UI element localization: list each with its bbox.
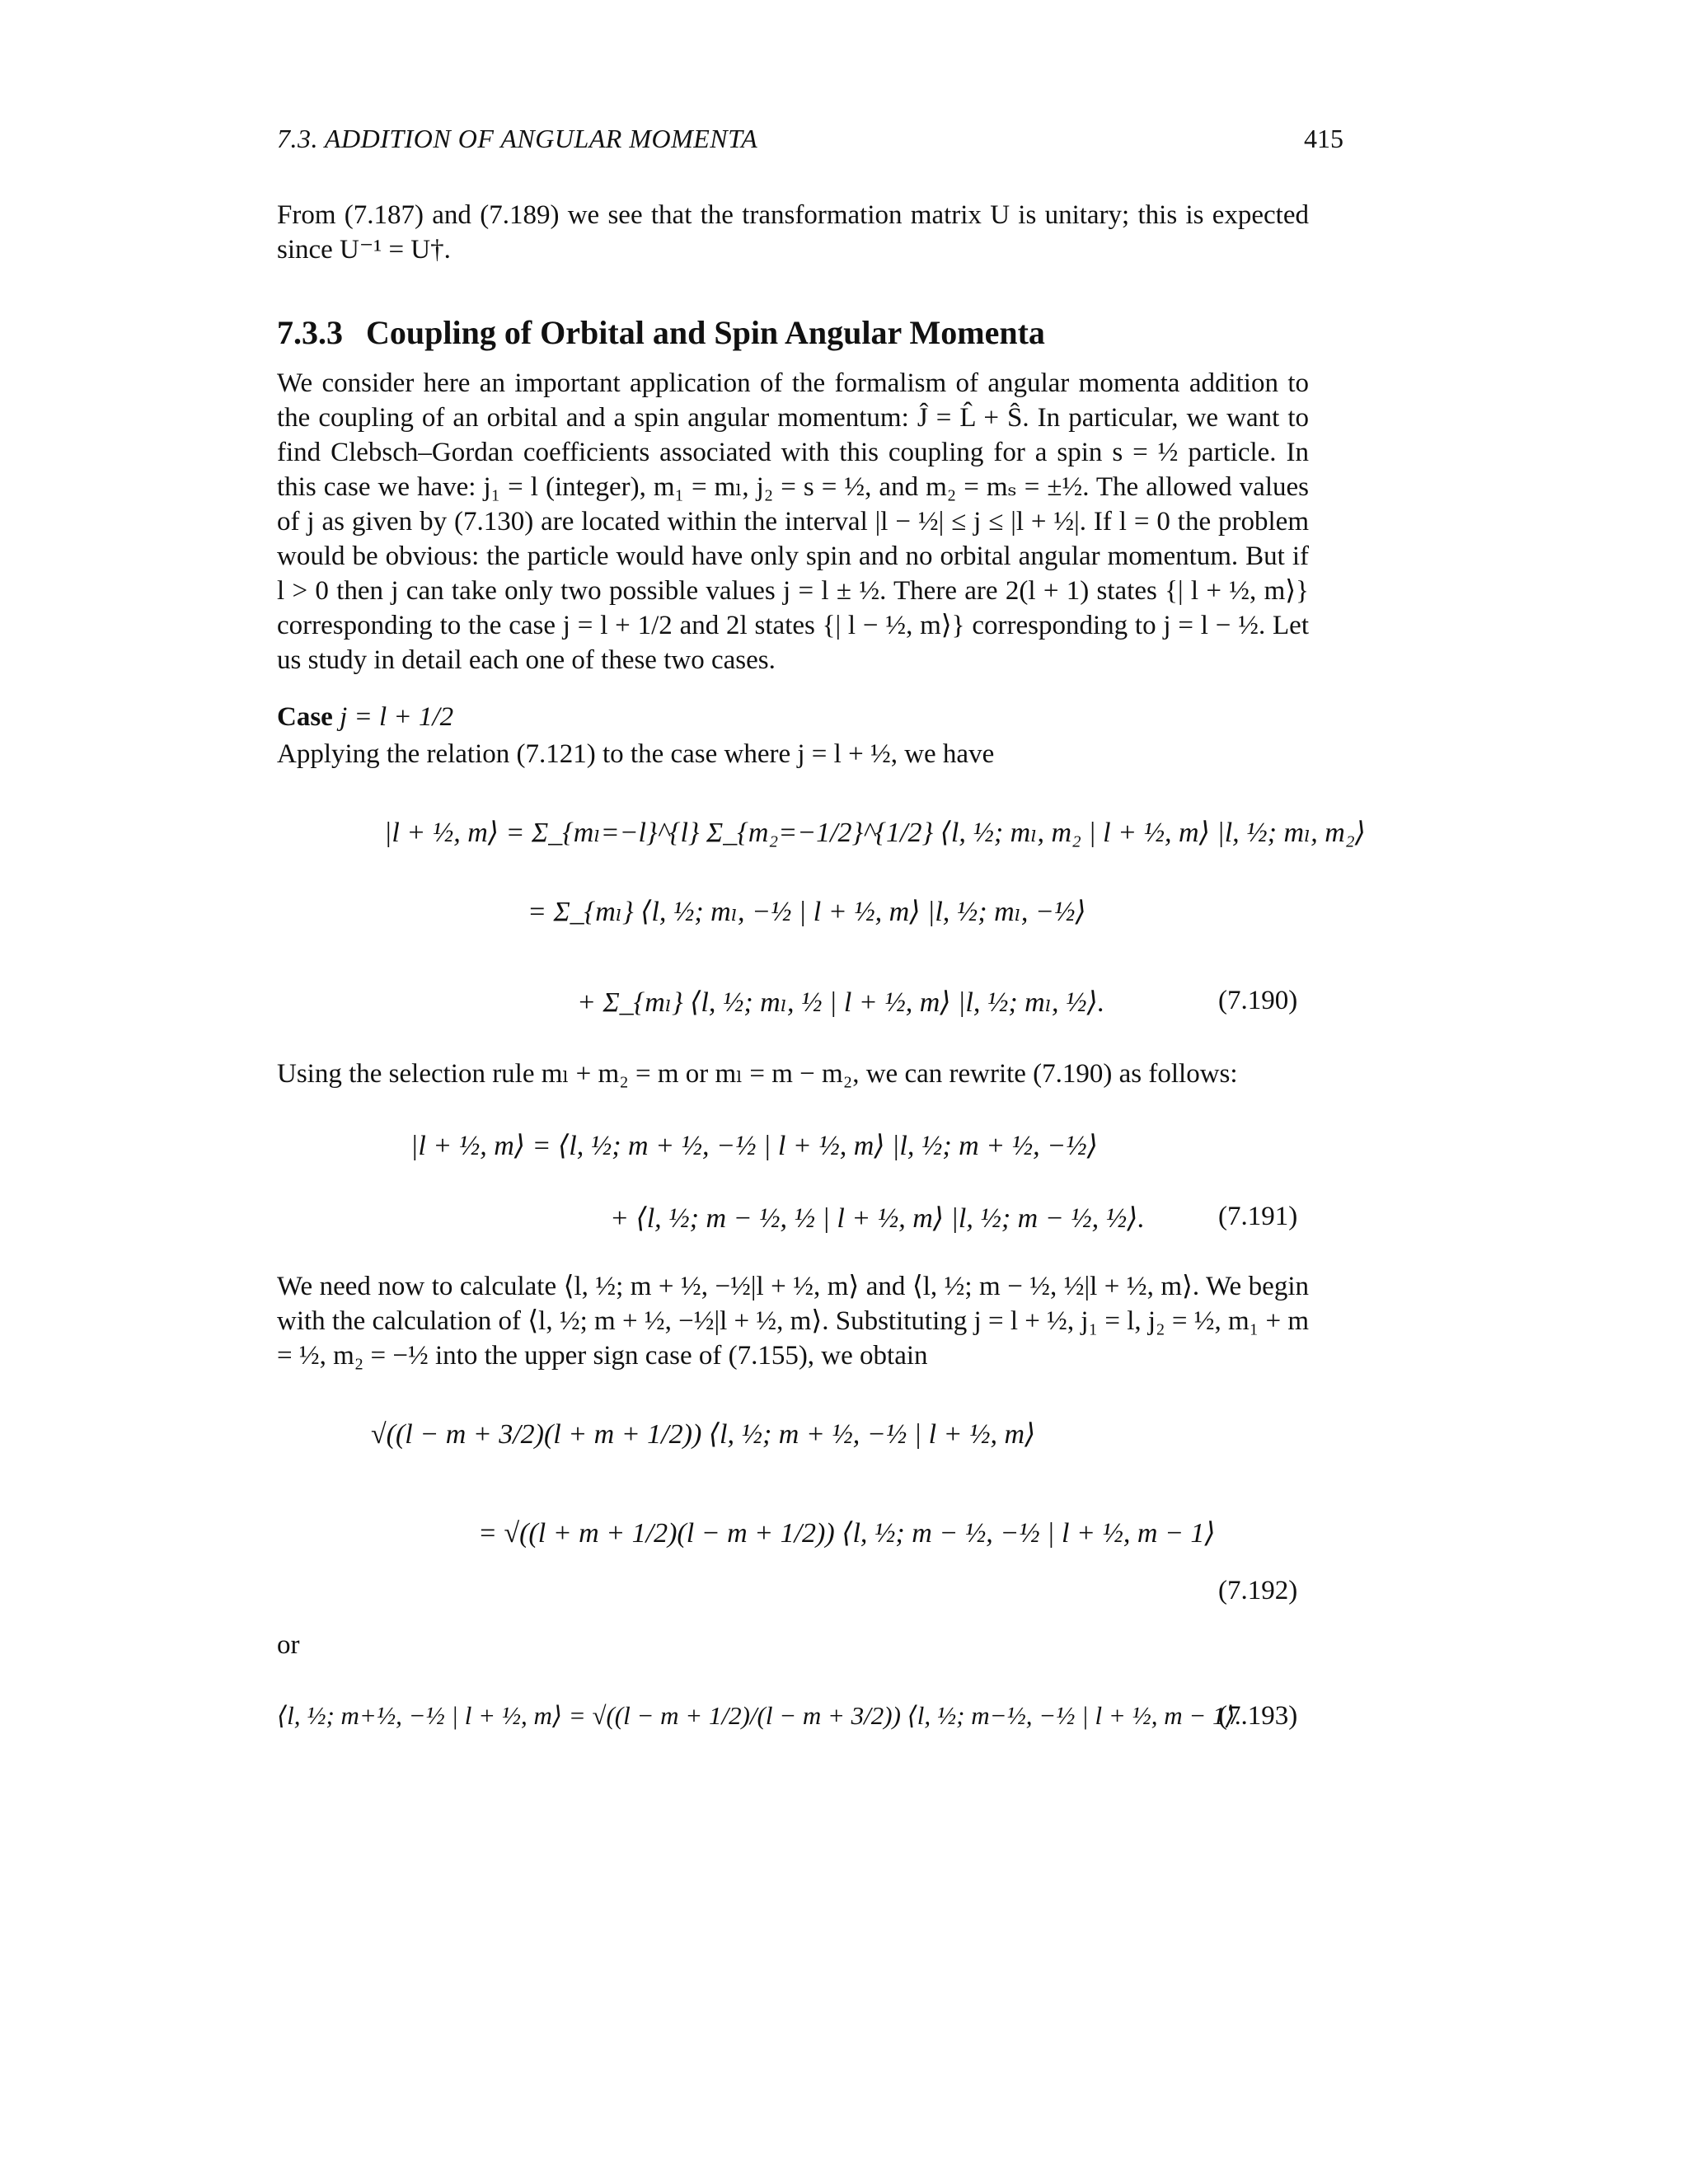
selection-rule-text: Using the selection rule mₗ + m₂ = m or mₗ = m − m₂, we can rewrite (7.190) as follows: <box>277 1059 1238 1089</box>
case-condition: j = l + 1/2 <box>340 702 454 732</box>
equation-7-190-line-1: |l + ½, m⟩ = Σ_{mₗ=−l}^{l} Σ_{m₂=−1/2}^{1/2} ⟨l, ½; mₗ, m₂ | l + ½, m⟩ |l, ½; mₗ, m₂⟩ <box>384 818 1366 848</box>
section-heading <box>277 313 1045 352</box>
equation-7-192-line-2: = √((l + m + 1/2)(l − m + 1/2)) ⟨l, ½; m − ½, −½ | l + ½, m − 1⟩ <box>478 1518 1216 1549</box>
equation-number-7-193: (7.193) <box>1218 1701 1298 1731</box>
equation-number-7-190: (7.190) <box>1218 986 1298 1015</box>
section-paragraph: We consider here an important application of the formalism of angular momenta addition to the coupling of an orbital and a spin angular momentum: Ĵ = L̂ + Ŝ. In particular, we want to find Clebsch–Gordan coefficients associated with this coupling for a spin s = ½ particle. In this case we have: j₁ = l (integer), m₁ = mₗ, j₂ = s = ½, and m₂ = mₛ = ±½. The allowed values of j as given by (7.130) are located within the interval |l − ½| ≤ j ≤ |l + ½|. If l = 0 the problem would be obvious: the particle would have only spin and no orbital angular momentum. But if l > 0 then j can take only two possible values j = l ± ½. There are 2(l + 1) states {| l + ½, m⟩} corresponding to the case j = l + 1/2 and 2l states {| l − ½, m⟩} corresponding to j = l − ½. Let us study in detail each one of these two cases. <box>277 368 1309 675</box>
intro-paragraph: From (7.187) and (7.189) we see that the transformation matrix U is unitary; this is expected since U⁻¹ = U†. <box>277 200 1309 265</box>
equation-7-190-line-2: = Σ_{mₗ} ⟨l, ½; mₗ, −½ | l + ½, m⟩ |l, ½; mₗ, −½⟩ <box>528 897 1086 927</box>
section-title: Coupling of Orbital and Spin Angular Momenta <box>366 314 1045 351</box>
running-header: 7.3. ADDITION OF ANGULAR MOMENTA <box>277 124 758 153</box>
case-heading <box>277 702 453 733</box>
equation-7-190-line-3: + Σ_{mₗ} ⟨l, ½; mₗ, ½ | l + ½, m⟩ |l, ½; mₗ, ½⟩. <box>577 987 1105 1018</box>
calculation-text: We need now to calculate ⟨l, ½; m + ½, −½|l + ½, m⟩ and ⟨l, ½; m − ½, ½|l + ½, m⟩. We begin with the calculation of ⟨l, ½; m + ½, −½|l + ½, m⟩. Substituting j = l + ½, j₁ = l, j₂ = ½, m₁ + m = ½, m₂ = −½ into the upper sign case of (7.155), we obtain <box>277 1272 1309 1371</box>
equation-number-7-191: (7.191) <box>1218 1202 1298 1231</box>
equation-7-191-line-1: |l + ½, m⟩ = ⟨l, ½; m + ½, −½ | l + ½, m⟩ |l, ½; m + ½, −½⟩ <box>410 1131 1098 1161</box>
equation-7-192-line-1: √((l − m + 3/2)(l + m + 1/2)) ⟨l, ½; m + ½, −½ | l + ½, m⟩ <box>371 1419 1036 1450</box>
equation-7-191-line-2: + ⟨l, ½; m − ½, ½ | l + ½, m⟩ |l, ½; m − ½, ½⟩. <box>610 1203 1145 1234</box>
case-lead-in: Applying the relation (7.121) to the case where j = l + ½, we have <box>277 739 995 769</box>
equation-7-193: ⟨l, ½; m+½, −½ | l + ½, m⟩ = √((l − m + 1/2)/(l − m + 3/2)) ⟨l, ½; m−½, −½ | l + ½, m − 1⟩. <box>277 1701 1242 1730</box>
page-number: 415 <box>1304 124 1343 153</box>
case-label: Case <box>277 702 333 732</box>
or-connector: or <box>277 1630 300 1660</box>
equation-number-7-192: (7.192) <box>1218 1576 1298 1605</box>
section-number: 7.3.3 <box>277 314 343 351</box>
